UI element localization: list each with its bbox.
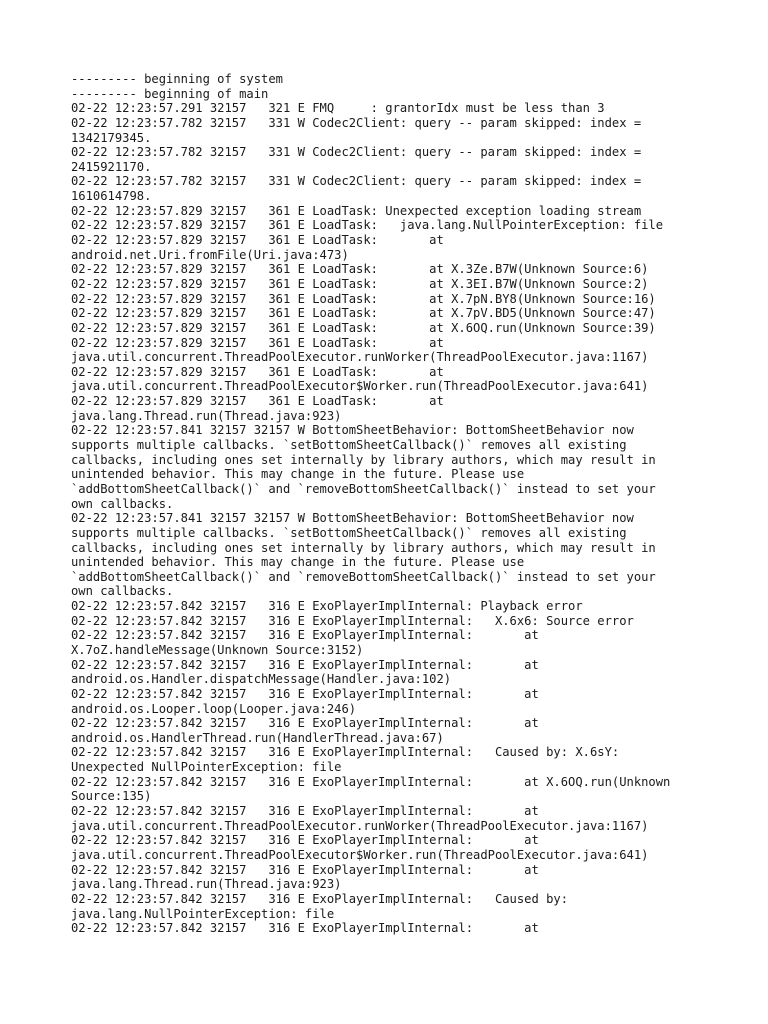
log-line: 02-22 12:23:57.841 32157 32157 W BottomSheetBehavior: BottomSheetBehavior now — [71, 511, 634, 526]
log-line: java.lang.NullPointerException: file — [71, 906, 335, 921]
log-line: java.util.concurrent.ThreadPoolExecutor$Worker.run(ThreadPoolExecutor.java:641) — [71, 379, 649, 394]
log-line: 1610614798. — [71, 189, 152, 204]
log-line: callbacks, including ones set internally by library authors, which may result in — [71, 540, 656, 555]
log-line: java.lang.Thread.run(Thread.java:923) — [71, 877, 342, 892]
log-line: 02-22 12:23:57.842 32157 316 E ExoPlayerImplInternal: at — [71, 686, 539, 701]
log-line: 02-22 12:23:57.829 32157 361 E LoadTask: at — [71, 364, 444, 379]
log-line: 02-22 12:23:57.842 32157 316 E ExoPlayerImplInternal: X.6x6: Source error — [71, 613, 634, 628]
log-line: java.util.concurrent.ThreadPoolExecutor.runWorker(ThreadPoolExecutor.java:1167) — [71, 818, 649, 833]
log-line: android.net.Uri.fromFile(Uri.java:473) — [71, 247, 349, 262]
log-line: 02-22 12:23:57.782 32157 331 W Codec2Client: query -- param skipped: index = — [71, 174, 642, 189]
log-line: --------- beginning of main — [71, 86, 269, 101]
log-line: 02-22 12:23:57.842 32157 316 E ExoPlayerImplInternal: at — [71, 657, 539, 672]
log-line: 2415921170. — [71, 159, 152, 174]
log-line: 02-22 12:23:57.782 32157 331 W Codec2Client: query -- param skipped: index = — [71, 115, 642, 130]
log-line: 02-22 12:23:57.842 32157 316 E ExoPlayerImplInternal: at X.6OQ.run(Unknown — [71, 774, 671, 789]
log-line: `addBottomSheetCallback()` and `removeBottomSheetCallback()` instead to set your — [71, 569, 656, 584]
log-line: 02-22 12:23:57.291 32157 321 E FMQ : grantorIdx must be less than 3 — [71, 101, 605, 116]
log-line: 02-22 12:23:57.841 32157 32157 W BottomSheetBehavior: BottomSheetBehavior now — [71, 423, 634, 438]
log-line: 02-22 12:23:57.842 32157 316 E ExoPlayerImplInternal: Caused by: — [71, 891, 569, 906]
log-line: 02-22 12:23:57.829 32157 361 E LoadTask: Unexpected exception loading stream — [71, 203, 642, 218]
log-line: 02-22 12:23:57.842 32157 316 E ExoPlayerImplInternal: at — [71, 628, 539, 643]
log-line: 02-22 12:23:57.829 32157 361 E LoadTask: at — [71, 233, 444, 248]
log-line: `addBottomSheetCallback()` and `removeBottomSheetCallback()` instead to set your — [71, 481, 656, 496]
log-line: 02-22 12:23:57.842 32157 316 E ExoPlayerImplInternal: Caused by: X.6sY: — [71, 745, 620, 760]
log-line: unintended behavior. This may change in the future. Please use — [71, 555, 525, 570]
log-line: android.os.Handler.dispatchMessage(Handler.java:102) — [71, 672, 452, 687]
log-line: 02-22 12:23:57.829 32157 361 E LoadTask: at X.7pN.BY8(Unknown Source:16) — [71, 291, 656, 306]
log-line: X.7oZ.handleMessage(Unknown Source:3152) — [71, 642, 364, 657]
log-line: Source:135) — [71, 789, 152, 804]
log-line: 02-22 12:23:57.829 32157 361 E LoadTask: at — [71, 394, 444, 409]
log-line: 02-22 12:23:57.842 32157 316 E ExoPlayerImplInternal: at — [71, 921, 539, 936]
log-line: 02-22 12:23:57.782 32157 331 W Codec2Client: query -- param skipped: index = — [71, 145, 642, 160]
log-line: 02-22 12:23:57.842 32157 316 E ExoPlayerImplInternal: at — [71, 804, 539, 819]
log-text-block — [71, 72, 751, 936]
log-line: java.util.concurrent.ThreadPoolExecutor$Worker.run(ThreadPoolExecutor.java:641) — [71, 847, 649, 862]
log-line: supports multiple callbacks. `setBottomSheetCallback()` removes all existing — [71, 525, 627, 540]
log-line: 02-22 12:23:57.829 32157 361 E LoadTask: at X.3Ze.B7W(Unknown Source:6) — [71, 262, 649, 277]
log-line: 02-22 12:23:57.842 32157 316 E ExoPlayerImplInternal: at — [71, 862, 539, 877]
log-line: 1342179345. — [71, 130, 152, 145]
log-line: --------- beginning of system — [71, 72, 283, 86]
log-line: android.os.Looper.loop(Looper.java:246) — [71, 701, 357, 716]
log-line: 02-22 12:23:57.842 32157 316 E ExoPlayerImplInternal: at — [71, 833, 539, 848]
log-line: 02-22 12:23:57.829 32157 361 E LoadTask: at X.3EI.B7W(Unknown Source:2) — [71, 276, 649, 291]
log-line: java.lang.Thread.run(Thread.java:923) — [71, 408, 342, 423]
log-line: own callbacks. — [71, 584, 174, 599]
log-line: supports multiple callbacks. `setBottomSheetCallback()` removes all existing — [71, 438, 627, 453]
log-line: callbacks, including ones set internally by library authors, which may result in — [71, 452, 656, 467]
log-line: 02-22 12:23:57.842 32157 316 E ExoPlayerImplInternal: Playback error — [71, 599, 583, 614]
log-line: own callbacks. — [71, 496, 174, 511]
log-line: 02-22 12:23:57.842 32157 316 E ExoPlayerImplInternal: at — [71, 716, 539, 731]
log-line: 02-22 12:23:57.829 32157 361 E LoadTask: at — [71, 335, 444, 350]
log-line: android.os.HandlerThread.run(HandlerThread.java:67) — [71, 730, 444, 745]
log-line: 02-22 12:23:57.829 32157 361 E LoadTask: at X.7pV.BD5(Unknown Source:47) — [71, 306, 656, 321]
log-line: java.util.concurrent.ThreadPoolExecutor.runWorker(ThreadPoolExecutor.java:1167) — [71, 350, 649, 365]
log-line: Unexpected NullPointerException: file — [71, 760, 342, 775]
log-line: unintended behavior. This may change in the future. Please use — [71, 467, 525, 482]
log-line: 02-22 12:23:57.829 32157 361 E LoadTask: at X.6OQ.run(Unknown Source:39) — [71, 320, 656, 335]
log-line: 02-22 12:23:57.829 32157 361 E LoadTask: java.lang.NullPointerException: file — [71, 218, 664, 233]
